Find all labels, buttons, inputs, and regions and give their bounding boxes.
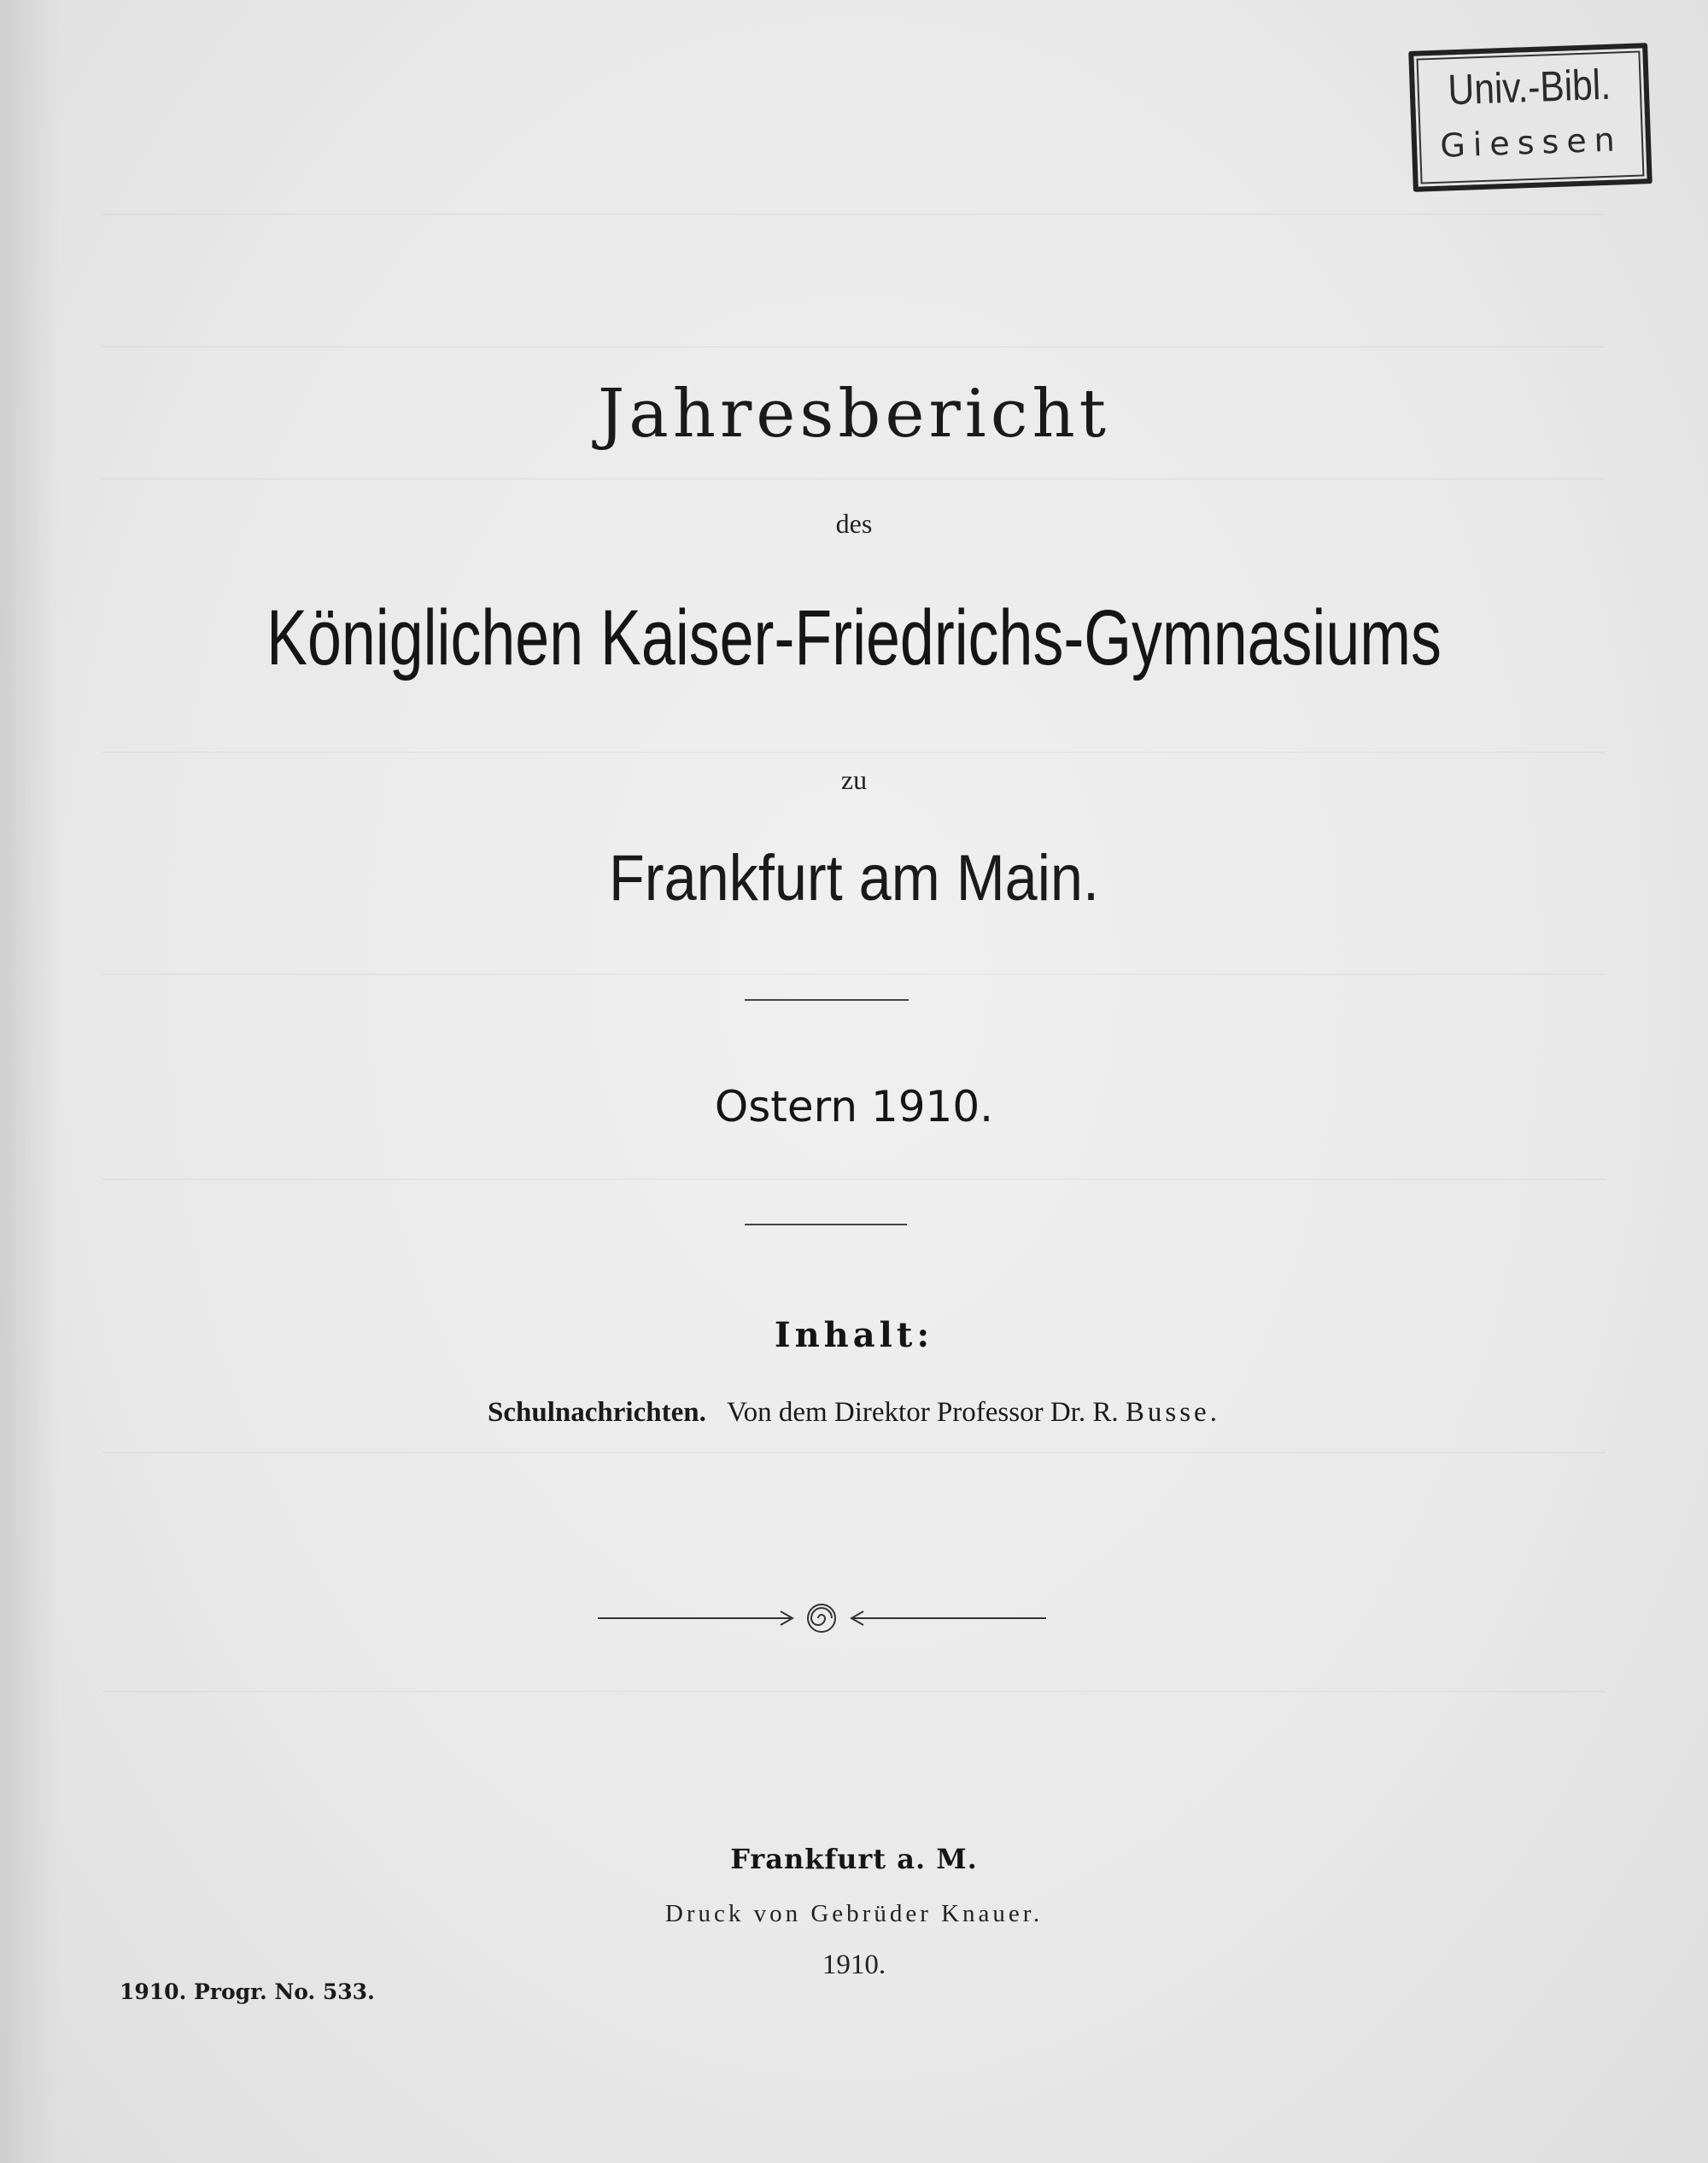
contents-item-author: Von dem Direktor Professor Dr. R. [727,1397,1119,1428]
contents-entry [0,1397,1708,1429]
imprint-place: Frankfurt a. M. [730,1843,978,1875]
bleed-through-line [102,213,1606,215]
imprint-year: 1910. [822,1950,886,1980]
divider-rule [745,1224,907,1225]
contents-heading: Inhalt: [774,1315,934,1355]
bleed-through-line [102,1691,1606,1692]
bleed-through-line [102,346,1606,348]
library-stamp [1408,43,1652,192]
ornament-divider [598,1601,1046,1635]
title-institution: Königlichen Kaiser-Friedrichs-Gymnasiums [266,594,1442,681]
contents-item-author-name: Busse. [1125,1397,1220,1428]
stamp-line-1: Univ.-Bibl. [1447,60,1611,114]
title-city: Frankfurt am Main. [609,842,1099,915]
title-des: des [835,508,873,539]
edition-label: Ostern 1910. [714,1082,994,1131]
title-jahresbericht: Jahresbericht [597,376,1111,453]
imprint-printer: Druck von Gebrüder Knauer. [664,1900,1044,1927]
stamp-line-2: Giessen [1439,120,1623,165]
bleed-through-line [102,1452,1606,1453]
bleed-through-line [102,751,1606,753]
divider-rule [745,999,909,1001]
program-number: 1910. Progr. No. 533. [120,1979,375,2004]
title-zu: zu [840,764,868,795]
contents-item-title: Schulnachrichten. [488,1397,706,1428]
bleed-through-line [102,973,1606,975]
bleed-through-line [102,478,1606,480]
bleed-through-line [102,1178,1606,1180]
